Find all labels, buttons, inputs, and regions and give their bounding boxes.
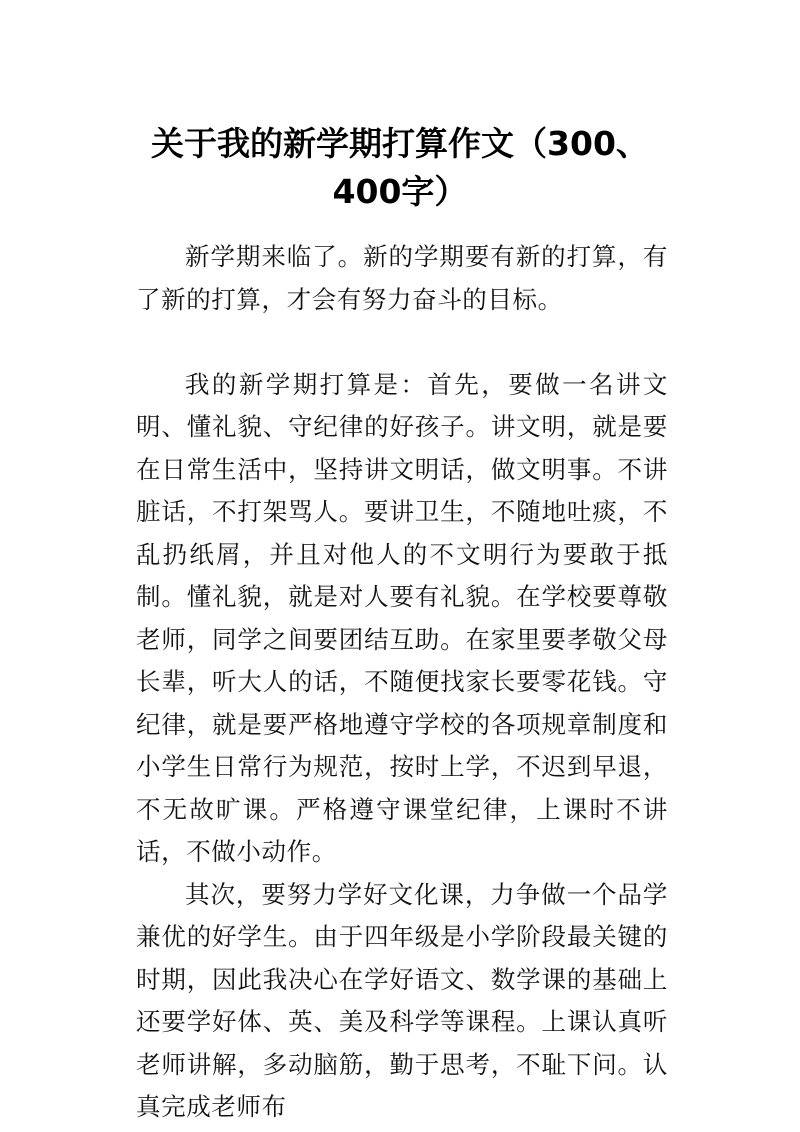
document-title: 关于我的新学期打算作文（300、400字） <box>151 124 649 212</box>
paragraph-spacer <box>136 321 668 364</box>
document-body <box>136 236 668 1129</box>
paragraph-intro: 新学期来临了。新的学期要有新的打算，有了新的打算，才会有努力奋斗的目标。 <box>136 242 668 314</box>
paragraph-first-plan: 我的新学期打算是：首先，要做一名讲文明、懂礼貌、守纪律的好孩子。讲文明，就是要在日常生活中，坚持讲文明话，做文明事。不讲脏话，不打架骂人。要讲卫生，不随地吐痰，不乱扔纸屑，并且对他人的不文明行为要敢于抵制。懂礼貌，就是对人要有礼貌。在学校要尊敬老师，同学之间要团结互助。在家里要孝敬父母长辈，听大人的话，不随便找家长要零花钱。守纪律，就是要严格地遵守学校的各项规章制度和小学生日常行为规范，按时上学，不迟到早退，不无故旷课。严格遵守课堂纪律，上课时不讲话，不做小动作。 <box>136 369 668 866</box>
paragraph-second-plan: 其次，要努力学好文化课，力争做一个品学兼优的好学生。由于四年级是小学阶段最关键的时期，因此我决心在学好语文、数学课的基础上还要学好体、英、美及科学等课程。上课认真听老师讲解，多动脑筋，勤于思考，不耻下问。认真完成老师布 <box>136 879 668 1121</box>
